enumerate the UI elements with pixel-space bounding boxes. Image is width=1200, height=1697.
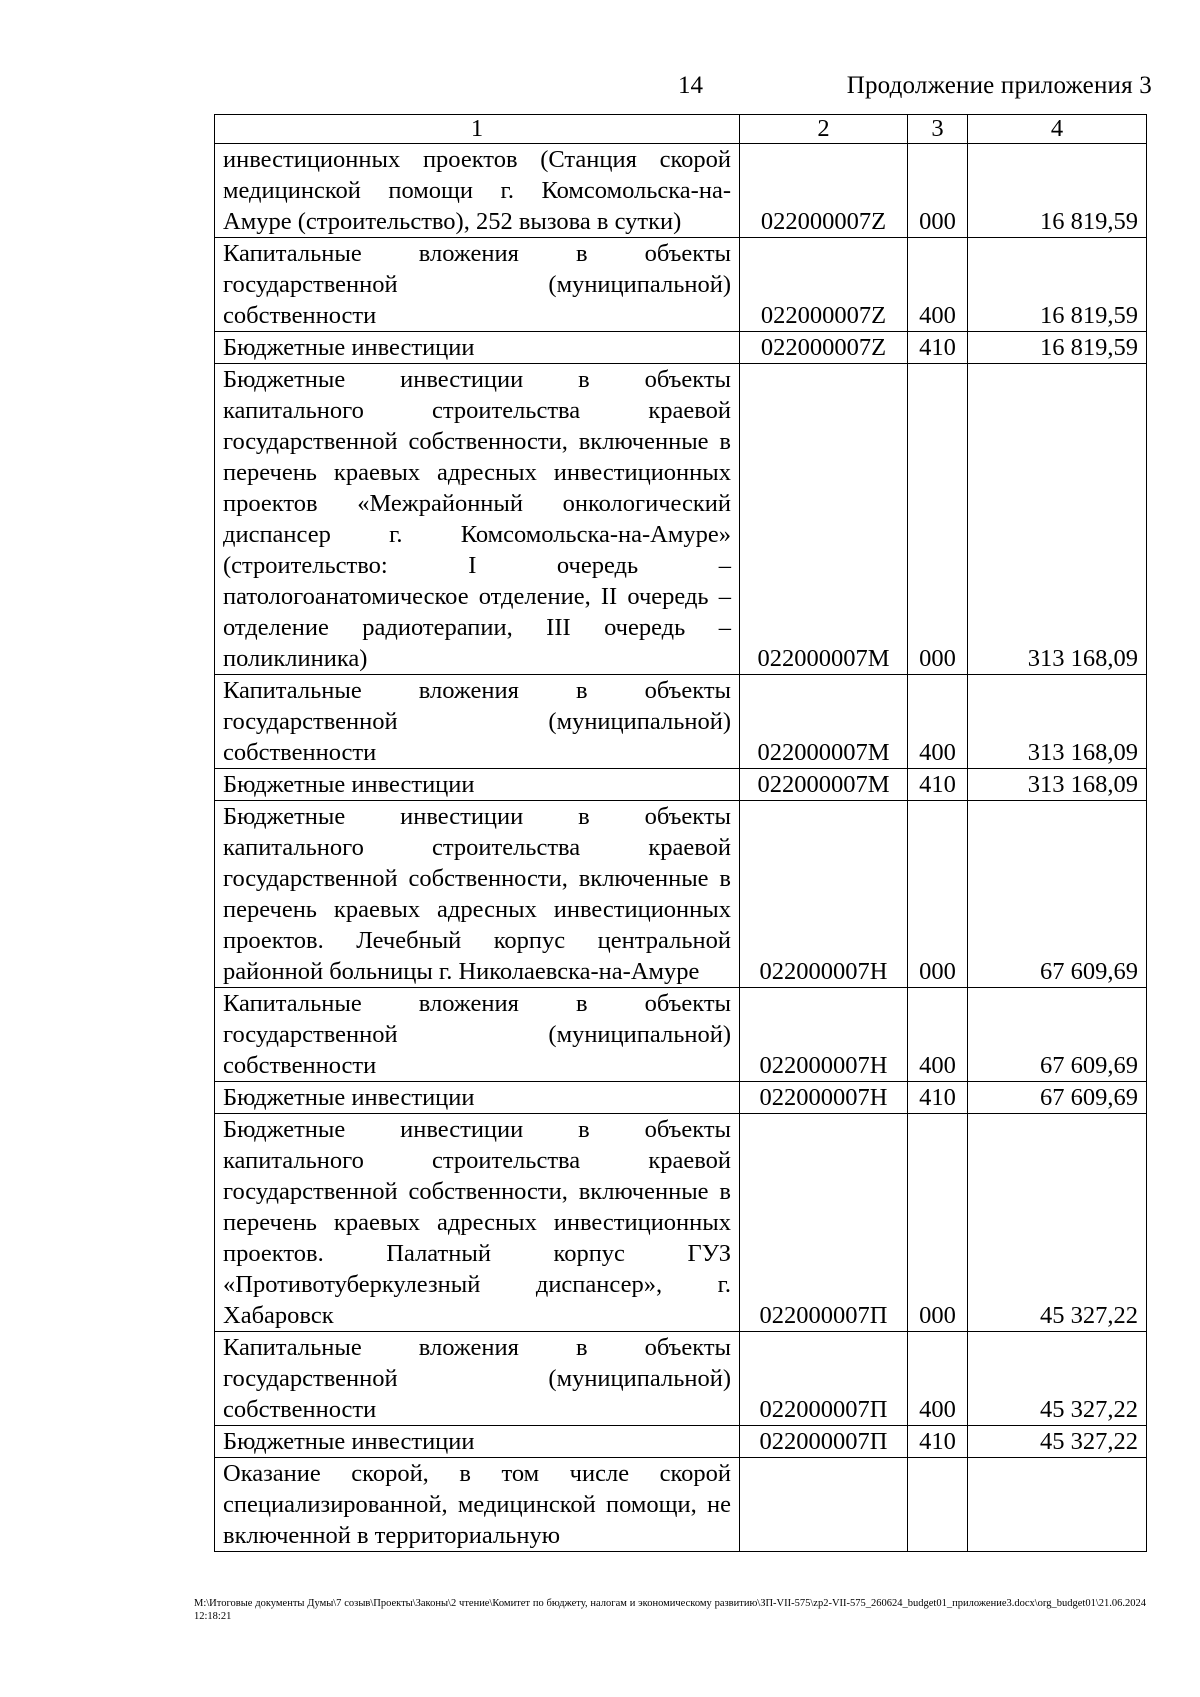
row-target-code: 022000007П xyxy=(740,1426,908,1458)
row-amount: 313 168,09 xyxy=(968,364,1147,675)
table-row xyxy=(215,1332,1147,1426)
row-expense-kind: 410 xyxy=(908,332,968,364)
row-expense-kind: 410 xyxy=(908,1082,968,1114)
row-amount: 313 168,09 xyxy=(968,675,1147,769)
row-name: Капитальные вложения в объекты государственной (муниципальной) собственности xyxy=(215,238,740,332)
row-amount: 45 327,22 xyxy=(968,1426,1147,1458)
row-target-code: 022000007H xyxy=(740,988,908,1082)
row-target-code xyxy=(740,1458,908,1552)
row-target-code: 022000007M xyxy=(740,364,908,675)
table-row xyxy=(215,1082,1147,1114)
row-expense-kind: 400 xyxy=(908,238,968,332)
row-expense-kind: 000 xyxy=(908,801,968,988)
row-amount: 313 168,09 xyxy=(968,769,1147,801)
row-amount: 67 609,69 xyxy=(968,801,1147,988)
row-name: Бюджетные инвестиции в объекты капитального строительства краевой государственной собственности, включенные в перечень краевых адресных инвестиционных проектов. Палатный корпус ГУЗ «Противотуберкулезный диспансер», г. Хабаровск xyxy=(215,1114,740,1332)
row-target-code: 022000007Z xyxy=(740,144,908,238)
table-row xyxy=(215,1426,1147,1458)
table-row xyxy=(215,769,1147,801)
table-row xyxy=(215,144,1147,238)
table-header-row xyxy=(215,115,1147,144)
row-expense-kind: 400 xyxy=(908,1332,968,1426)
table-row xyxy=(215,364,1147,675)
row-expense-kind: 400 xyxy=(908,988,968,1082)
row-name: Капитальные вложения в объекты государственной (муниципальной) собственности xyxy=(215,988,740,1082)
row-name: Бюджетные инвестиции в объекты капитального строительства краевой государственной собственности, включенные в перечень краевых адресных инвестиционных проектов «Межрайонный онкологический диспансер г. Комсомольска-на-Амуре» (строительство: I очередь – патологоанатомическое отделение, II очередь – отделение радиотерапии, III очередь – поликлиника) xyxy=(215,364,740,675)
row-name: Бюджетные инвестиции в объекты капитального строительства краевой государственной собственности, включенные в перечень краевых адресных инвестиционных проектов. Лечебный корпус центральной районной больницы г. Николаевска-на-Амуре xyxy=(215,801,740,988)
footer-file-path: M:\Итоговые документы Думы\7 созыв\Проекты\Законы\2 чтение\Комитет по бюджету, налогам и экономическому развитию\ЗП-VII-575\zp2-VII-575_260624_budget01_приложение3.docx\org_budget01\21.06.2024 12:18:21 xyxy=(194,1598,1146,1622)
row-name: Бюджетные инвестиции xyxy=(215,1426,740,1458)
row-target-code: 022000007H xyxy=(740,1082,908,1114)
row-name: Капитальные вложения в объекты государственной (муниципальной) собственности xyxy=(215,675,740,769)
row-amount: 67 609,69 xyxy=(968,1082,1147,1114)
row-amount: 16 819,59 xyxy=(968,332,1147,364)
table-row xyxy=(215,238,1147,332)
column-header-2: 2 xyxy=(740,115,908,144)
table-row xyxy=(215,1114,1147,1332)
row-amount: 45 327,22 xyxy=(968,1114,1147,1332)
budget-table xyxy=(214,114,1147,1552)
row-target-code: 022000007M xyxy=(740,769,908,801)
row-amount: 16 819,59 xyxy=(968,238,1147,332)
row-expense-kind: 000 xyxy=(908,364,968,675)
table-row xyxy=(215,801,1147,988)
row-target-code: 022000007Z xyxy=(740,238,908,332)
row-amount: 45 327,22 xyxy=(968,1332,1147,1426)
row-expense-kind: 410 xyxy=(908,769,968,801)
row-name: Бюджетные инвестиции xyxy=(215,1082,740,1114)
row-target-code: 022000007M xyxy=(740,675,908,769)
row-expense-kind: 400 xyxy=(908,675,968,769)
row-amount: 67 609,69 xyxy=(968,988,1147,1082)
row-name: Оказание скорой, в том числе скорой специализированной, медицинской помощи, не включенной в территориальную xyxy=(215,1458,740,1552)
continuation-heading: Продолжение приложения 3 xyxy=(846,72,1152,99)
row-name: Капитальные вложения в объекты государственной (муниципальной) собственности xyxy=(215,1332,740,1426)
row-target-code: 022000007Z xyxy=(740,332,908,364)
page-number: 14 xyxy=(678,72,703,99)
column-header-1: 1 xyxy=(215,115,740,144)
row-amount: 16 819,59 xyxy=(968,144,1147,238)
column-header-3: 3 xyxy=(908,115,968,144)
row-name: Бюджетные инвестиции xyxy=(215,332,740,364)
table-row xyxy=(215,1458,1147,1552)
row-expense-kind: 410 xyxy=(908,1426,968,1458)
row-expense-kind: 000 xyxy=(908,144,968,238)
table-row xyxy=(215,675,1147,769)
row-name: Бюджетные инвестиции xyxy=(215,769,740,801)
row-target-code: 022000007П xyxy=(740,1114,908,1332)
row-amount xyxy=(968,1458,1147,1552)
row-target-code: 022000007H xyxy=(740,801,908,988)
row-expense-kind: 000 xyxy=(908,1114,968,1332)
table-row xyxy=(215,988,1147,1082)
row-name: инвестиционных проектов (Станция скорой медицинской помощи г. Комсомольска-на-Амуре (строительство), 252 вызова в сутки) xyxy=(215,144,740,238)
row-target-code: 022000007П xyxy=(740,1332,908,1426)
table-row xyxy=(215,332,1147,364)
row-expense-kind xyxy=(908,1458,968,1552)
column-header-4: 4 xyxy=(968,115,1147,144)
